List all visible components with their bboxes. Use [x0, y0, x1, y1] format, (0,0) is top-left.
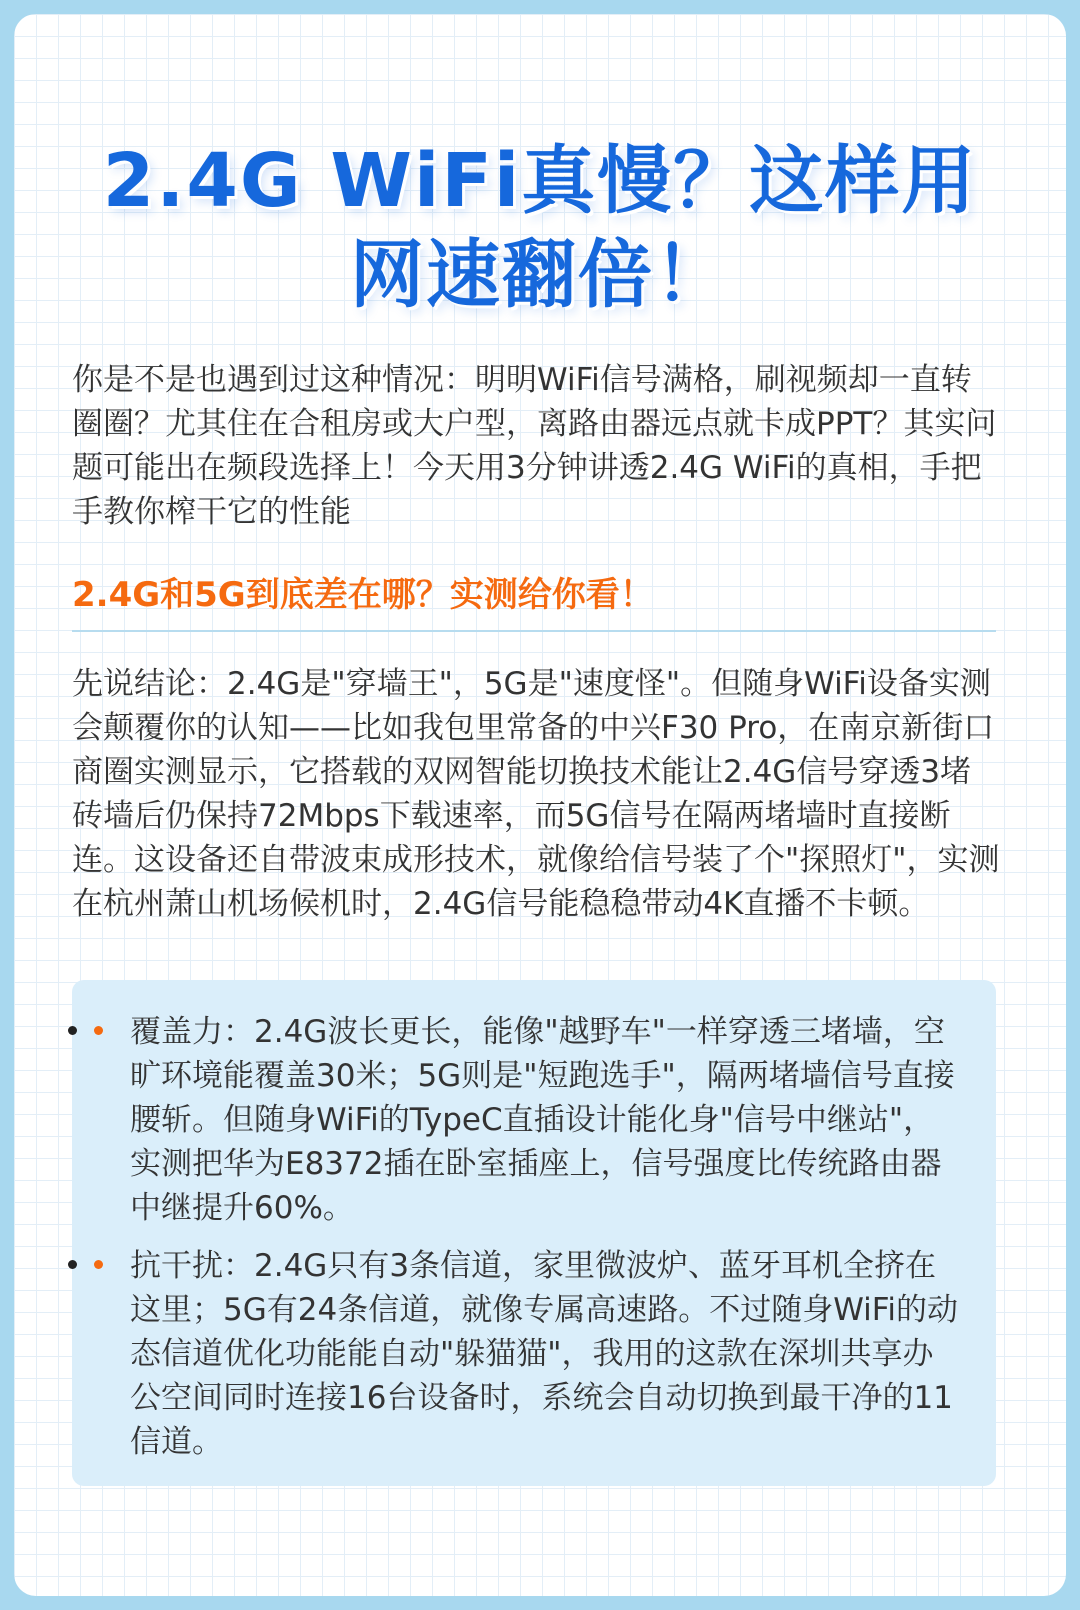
section-body: 先说结论：2.4G是"穿墙王"，5G是"速度怪"。但随身WiFi设备实测会颠覆你的认知——比如我包里常备的中兴F30 Pro，在南京新街口商圈实测显示，它搭载的双网智能切换技术能让2.4G信号穿透3堵砖墙后仍保持72Mbps下载速率，而5G信号在隔两堵墙时直接断连。这设备还自带波束成形技术，就像给信号装了个"探照灯"，实测在杭州萧山机场候机时，2.4G信号能稳稳带动4K直播不卡顿。 — [72, 666, 1000, 922]
bullet-text: 抗干扰：2.4G只有3条信道，家里微波炉、蓝牙耳机全挤在这里；5G有24条信道，就像专属高速路。不过随身WiFi的动态信道优化功能能自动"躲猫猫"，我用的这款在深圳共享办公空间同时连接16台设备时，系统会自动切换到最干净的11信道。 — [130, 1248, 958, 1460]
bullet-text: 覆盖力：2.4G波长更长，能像"越野车"一样穿透三堵墙，空旷环境能覆盖30米；5G则是"短跑选手"，隔两堵墙信号直接腰斩。但随身WiFi的TypeC直插设计能化身"信号中继站"，实测把华为E8372插在卧室插座上，信号强度比传统路由器中继提升60%。 — [130, 1014, 955, 1226]
bullet-list — [72, 980, 996, 1486]
bullet-dot-icon — [68, 1260, 77, 1269]
bullet-dot-icon — [94, 1260, 103, 1269]
section-divider — [72, 630, 996, 632]
bullet-dot-icon — [68, 1026, 77, 1035]
intro-paragraph: 你是不是也遇到过这种情况：明明WiFi信号满格，刷视频却一直转圈圈？尤其住在合租房或大户型，离路由器远点就卡成PPT？其实问题可能出在频段选择上！今天用3分钟讲透2.4G WiFi的真相，手把手教你榨干它的性能 — [72, 362, 997, 530]
section-heading: 2.4G和5G到底差在哪？实测给你看！ — [72, 575, 654, 615]
article-card — [14, 14, 1066, 1596]
title-line-2: 网速翻倍！ — [350, 232, 730, 318]
bullet-dot-icon — [94, 1026, 103, 1035]
title-line-1: 2.4G WiFi真慢？这样用 — [102, 138, 978, 224]
page-title — [14, 134, 1066, 322]
